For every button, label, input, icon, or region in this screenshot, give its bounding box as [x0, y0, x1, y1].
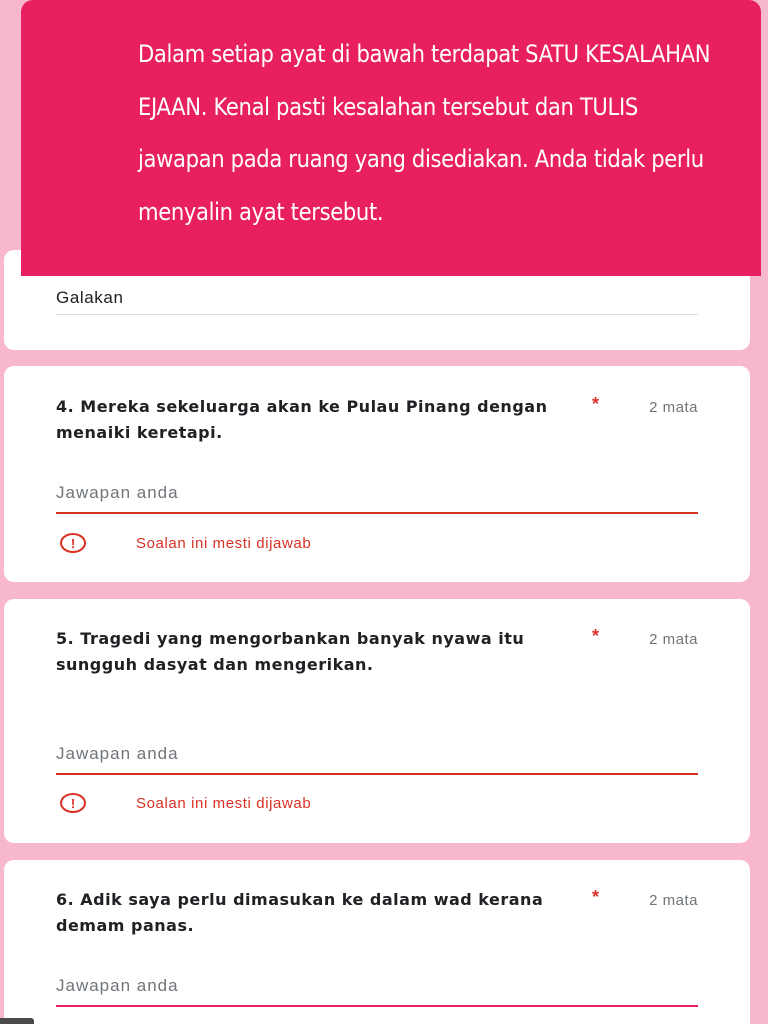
answer-input[interactable]: [56, 971, 698, 1007]
question-card-5: [4, 599, 750, 843]
answer-input[interactable]: [56, 478, 698, 514]
exclamation-circle-icon: !: [60, 533, 86, 553]
instruction-banner: [21, 0, 761, 276]
question-card-4: [4, 366, 750, 582]
corner-handle: [0, 1018, 34, 1024]
points-label: 2 mata: [649, 631, 698, 648]
answer-value: Galakan: [56, 288, 124, 307]
required-asterisk: *: [592, 394, 600, 414]
exclamation-circle-icon: !: [60, 793, 86, 813]
error-message: [60, 531, 311, 555]
points-label: 2 mata: [649, 892, 698, 909]
error-text: Soalan ini mesti dijawab: [136, 794, 312, 812]
question-card-6: [4, 860, 750, 1024]
question-text: 5. Tragedi yang mengorbankan banyak nyawa itu sungguh dasyat dan mengerikan.: [56, 629, 525, 674]
error-text: Soalan ini mesti dijawab: [136, 534, 312, 552]
error-message: [60, 791, 311, 815]
points-label: 2 mata: [649, 399, 698, 416]
answer-underline: [56, 314, 698, 315]
answer-input[interactable]: [56, 739, 698, 775]
instruction-text: Dalam setiap ayat di bawah terdapat SATU KESALAHAN EJAAN. Kenal pasti kesalahan tersebut dan TULIS jawapan pada ruang yang disediakan. Anda tidak perlu menyalin ayat tersebut.: [138, 40, 711, 226]
required-asterisk: *: [592, 626, 600, 646]
required-asterisk: *: [592, 887, 600, 907]
question-text: 4. Mereka sekeluarga akan ke Pulau Pinang dengan menaiki keretapi.: [56, 397, 548, 442]
question-text: 6. Adik saya perlu dimasukan ke dalam wad kerana demam panas.: [56, 890, 544, 935]
